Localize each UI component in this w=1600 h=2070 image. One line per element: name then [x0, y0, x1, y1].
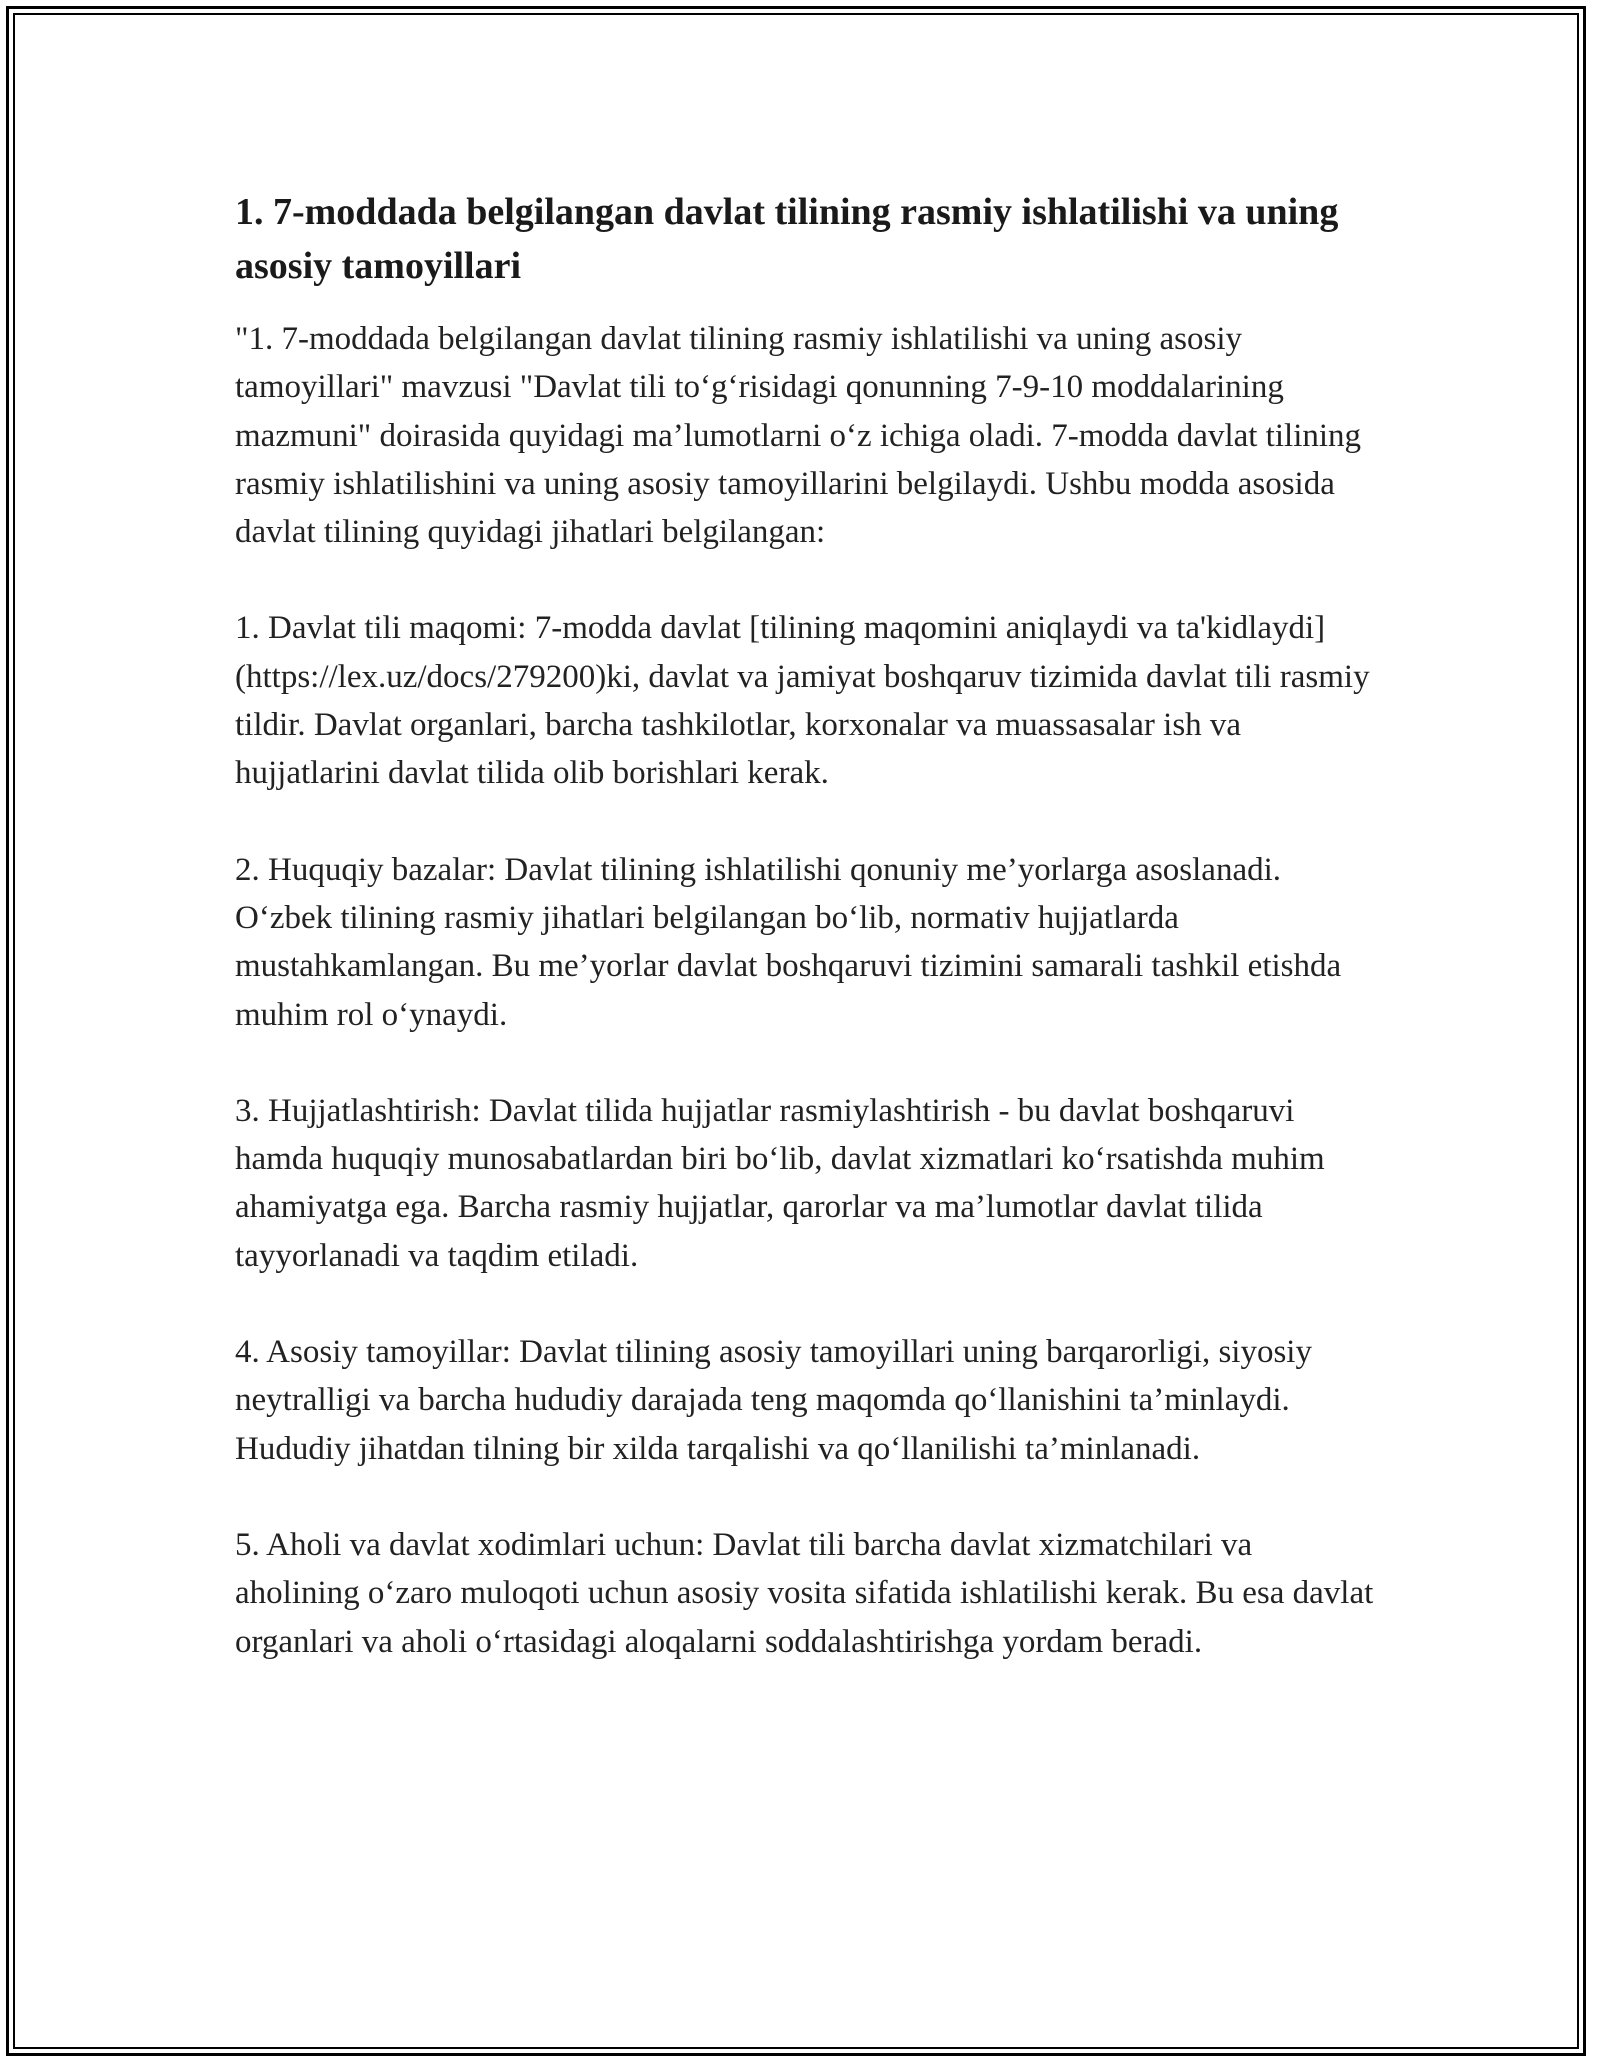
paragraph-item-4: 4. Asosiy tamoyillar: Davlat tilining asosiy tamoyillari uning barqarorligi, siyosiy neytralligi va barcha hududiy darajada teng maqomda qo‘llanishini ta’minlaydi. Hududiy jihatdan tilning bir xilda tarqalishi va qo‘llanilishi ta’minlanadi.: [235, 1334, 1312, 1467]
paragraph-intro: "1. 7-moddada belgilangan davlat tilining rasmiy ishlatilishi va uning asosiy tamoyillari" mavzusi "Davlat tili to‘g‘risidagi qonunning 7-9-10 moddalarining mazmuni" doirasida quyidagi ma’lumotlarni o‘z ichiga oladi. 7-modda davlat tilining rasmiy ishlatilishini va uning asosiy tamoyillarini belgilaydi. Ushbu modda asosida davlat tilining quyidagi jihatlari belgilangan:: [235, 321, 1362, 551]
document-body: [235, 185, 1375, 1666]
paragraph-item-3: 3. Hujjatlashtirish: Davlat tilida hujjatlar rasmiylashtirish - bu davlat boshqaruvi hamda huquqiy munosabatlardan biri bo‘lib, davlat xizmatlari ko‘rsatishda muhim ahamiyatga ega. Barcha rasmiy hujjatlar, qarorlar va ma’lumotlar davlat tilida tayyorlanadi va taqdim etiladi.: [235, 1092, 1325, 1274]
paragraph-item-5: 5. Aholi va davlat xodimlari uchun: Davlat tili barcha davlat xizmatchilari va aholining o‘zaro muloqoti uchun asosiy vosita sifatida ishlatilishi kerak. Bu esa davlat organlari va aholi o‘rtasidagi aloqalarni soddalashtirishga yordam beradi.: [235, 1526, 1374, 1660]
document-title: 1. 7-moddada belgilangan davlat tilining rasmiy ishlatilishi va uning asosiy tamoyillari: [235, 191, 1339, 287]
paragraph-item-2: 2. Huquqiy bazalar: Davlat tilining ishlatilishi qonuniy me’yorlarga asoslanadi. O‘zbek tilining rasmiy jihatlari belgilangan bo‘lib, normativ hujjatlarda mustahkamlangan. Bu me’yorlar davlat boshqaruvi tizimini samarali tashkil etishda muhim rol o‘ynaydi.: [235, 851, 1342, 1033]
paragraph-item-1: 1. Davlat tili maqomi: 7-modda davlat [tilining maqomini aniqlaydi va ta'kidlaydi](https://lex.uz/docs/279200)ki, davlat va jamiyat boshqaruv tizimida davlat tili rasmiy tildir. Davlat organlari, barcha tashkilotlar, korxonalar va muassasalar ish va hujjatlarini davlat tilida olib borishlari kerak.: [235, 610, 1370, 792]
